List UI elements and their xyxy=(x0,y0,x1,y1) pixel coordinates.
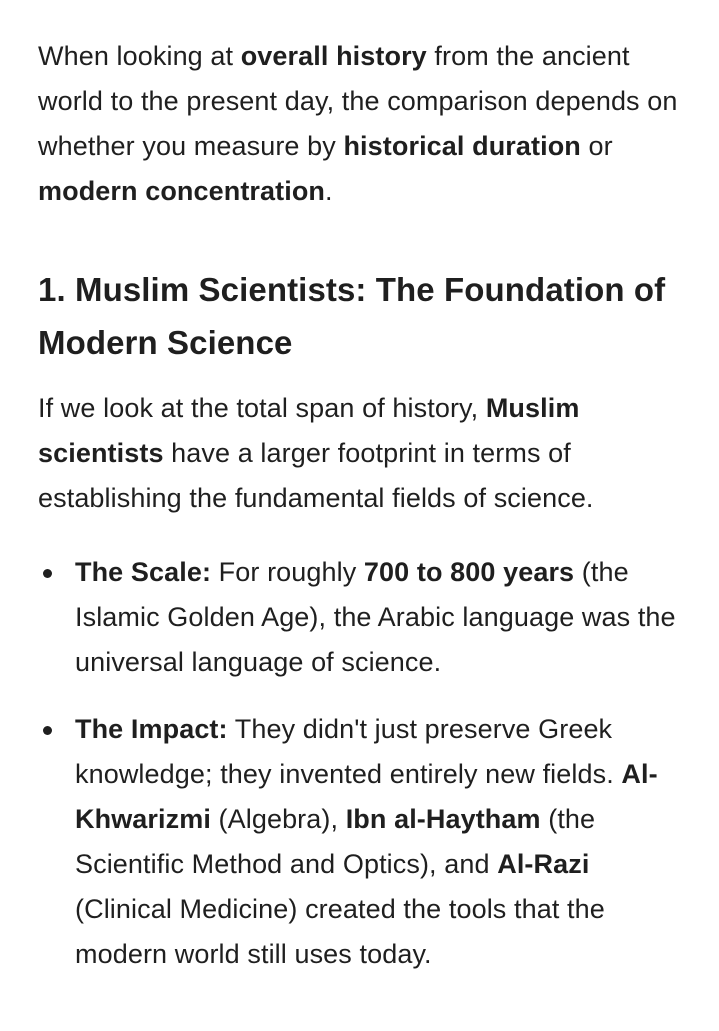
intro-paragraph xyxy=(38,34,679,214)
section-text-2: have a larger footprint in terms of establishing the fundamental fields of science. xyxy=(38,438,594,513)
section-paragraph xyxy=(38,386,679,521)
bullet-text: (Clinical Medicine) created the tools that the modern world still uses today. xyxy=(75,894,605,969)
intro-bold-overall-history: overall history xyxy=(240,41,427,71)
intro-text-4: . xyxy=(325,176,333,206)
bullet-bold-ibn-al-haytham: Ibn al-Haytham xyxy=(345,804,541,834)
bullet-bold-al-razi: Al-Razi xyxy=(497,849,590,879)
intro-bold-modern-concentration: modern concentration xyxy=(38,176,326,206)
bullet-text: (Algebra), xyxy=(210,804,346,834)
bullet-label-impact: The Impact: xyxy=(75,714,228,744)
bullet-bold-al-khwarizmi: Al-Khwarizmi xyxy=(75,759,658,834)
bullet-text: For roughly xyxy=(211,557,364,587)
bullet-text: (the Islamic Golden Age), the Arabic language was the universal language of science. xyxy=(75,557,676,677)
intro-text-1: When looking at xyxy=(38,41,241,71)
section-bold-muslim-scientists: Muslim scientists xyxy=(38,393,580,468)
bullet-text: (the Scientific Method and Optics), and xyxy=(75,804,596,879)
intro-bold-historical-duration: historical duration xyxy=(343,131,581,161)
bullet-item-impact xyxy=(38,707,679,977)
intro-text-2: from the ancient world to the present day, the comparison depends on whether you measure by xyxy=(38,41,678,161)
bullet-dot-icon xyxy=(43,726,52,735)
bullet-bold-years: 700 to 800 years xyxy=(363,557,575,587)
bullet-dot-icon xyxy=(43,569,52,578)
bullet-list xyxy=(38,550,679,977)
bullet-label-scale: The Scale: xyxy=(75,557,212,587)
section-heading: 1. Muslim Scientists: The Foundation of Modern Science xyxy=(38,271,666,361)
bullet-text: They didn't just preserve Greek knowledge; they invented entirely new fields. xyxy=(75,714,622,789)
section-text-1: If we look at the total span of history, xyxy=(38,393,486,423)
intro-text-3: or xyxy=(580,131,613,161)
bullet-item-scale xyxy=(38,550,679,685)
